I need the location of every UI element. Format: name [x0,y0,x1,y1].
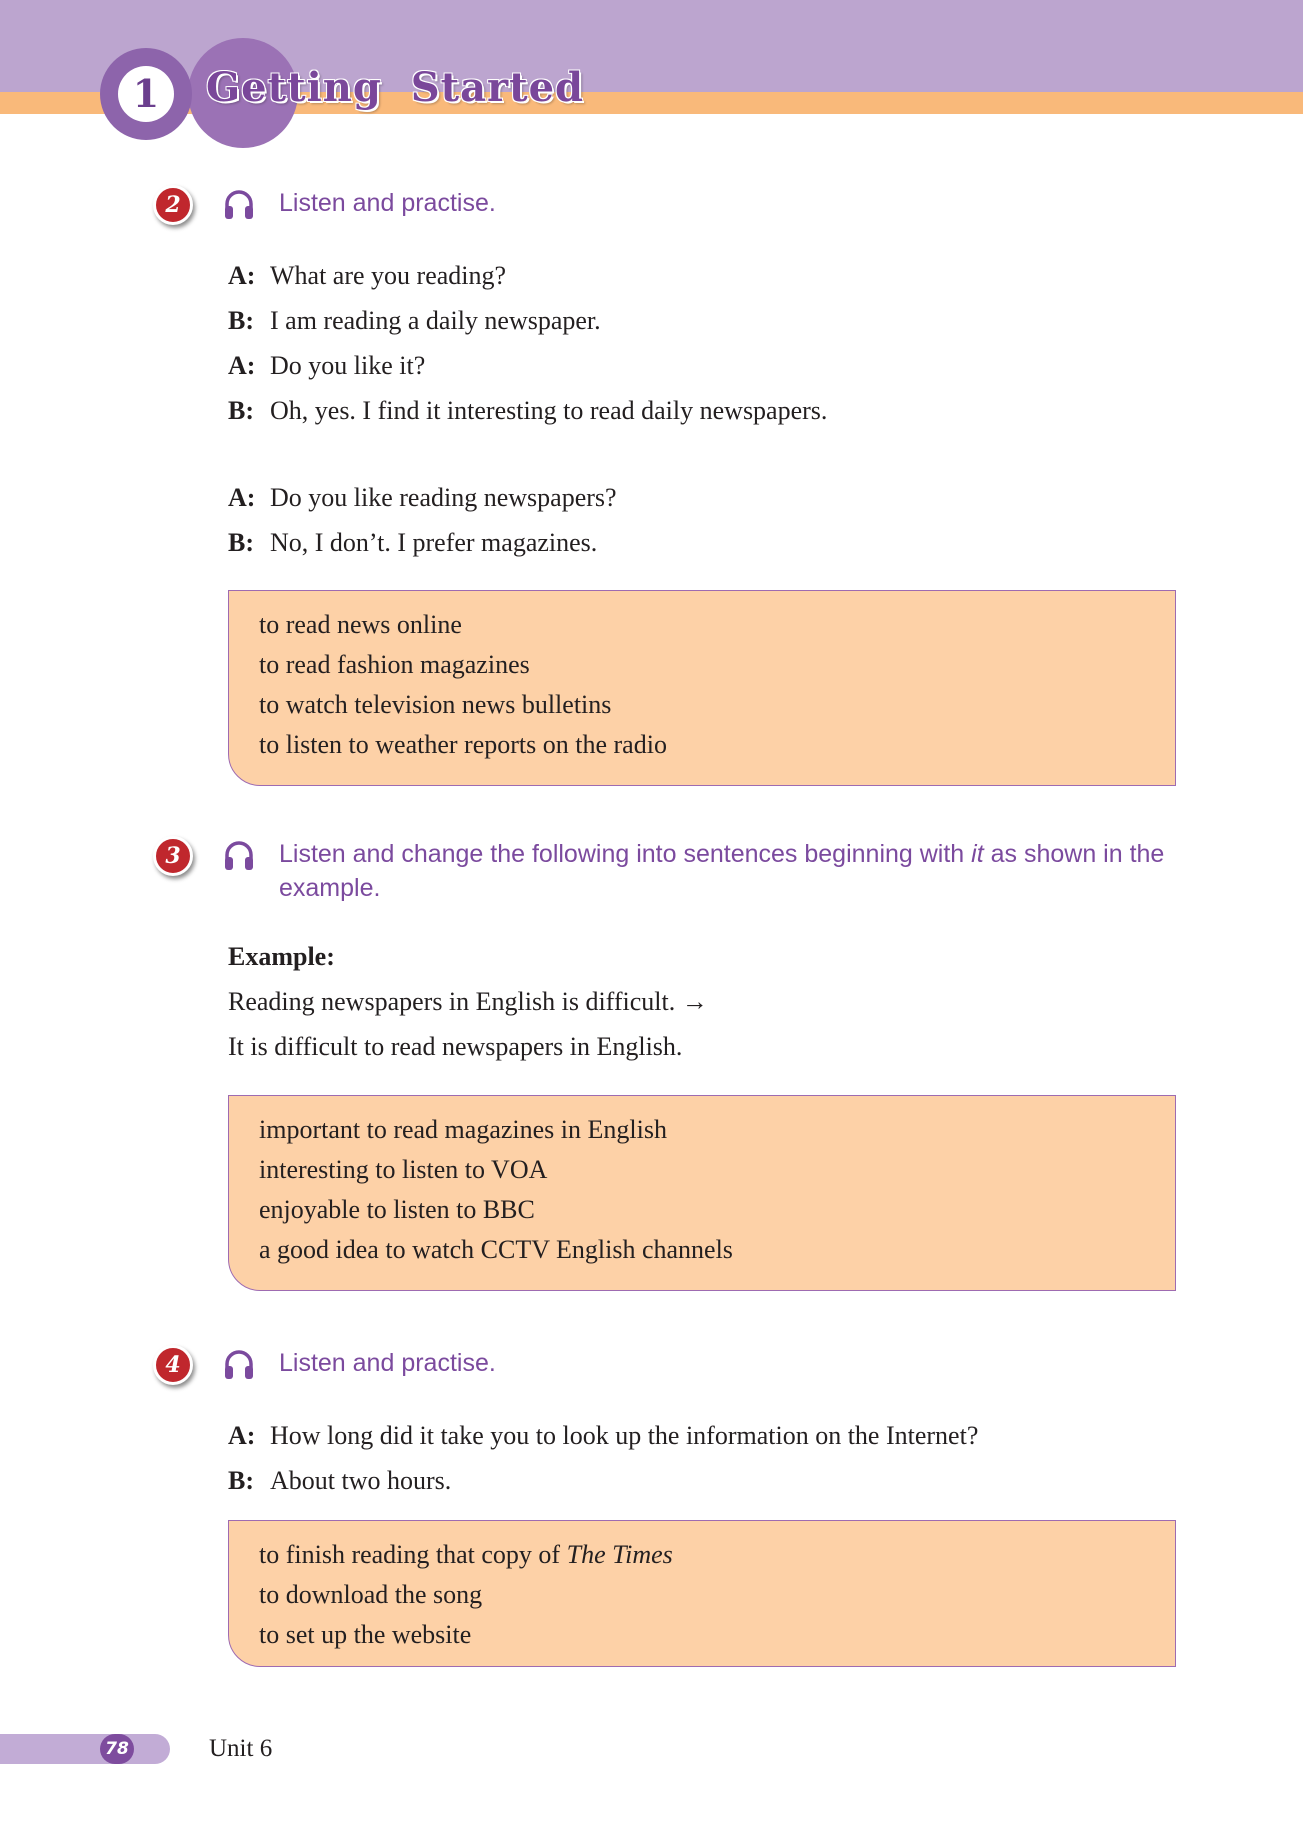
speaker-label: B: [228,1466,254,1495]
instruction-text: Listen and change the following into sentences beginning with [279,840,972,868]
dialog-line [228,304,601,338]
speaker-label: B: [228,396,254,425]
page-number: 78 [100,1734,134,1764]
substitution-text: to download the song [259,1580,483,1609]
headphones-icon [222,188,256,222]
dialog-text: How long did it take you to look up the information on the Internet? [270,1421,979,1450]
task-3-number: 3 [153,836,193,876]
example-line: Reading newspapers in English is difficult. → [228,987,708,1016]
substitution-item: to listen to weather reports on the radio [259,730,667,759]
substitution-item: a good idea to watch CCTV English channels [259,1235,733,1264]
speaker-label: A: [228,483,256,512]
section-badge [100,48,192,140]
dialog-line [228,1419,978,1453]
task-2-number: 2 [153,185,193,225]
dialog-text: What are you reading? [270,261,507,290]
speaker-label: B: [228,528,254,557]
substitution-item: important to read magazines in English [259,1115,667,1144]
dialog-text: Oh, yes. I find it interesting to read daily newspapers. [270,396,828,425]
speaker-label: A: [228,261,256,290]
substitution-text: to finish reading that copy of [259,1540,567,1569]
substitution-item: enjoyable to listen to BBC [259,1195,535,1224]
dialog-text: No, I don’t. I prefer magazines. [270,528,598,557]
instruction-text: as shown in the example. [279,840,1165,902]
substitution-item: to read news online [259,610,462,639]
substitution-item [259,1575,1175,1615]
dialog-line [228,481,617,515]
dialog-line [228,259,506,293]
footer-bar [0,1734,170,1764]
example-label: Example: [228,942,335,971]
substitution-text: to set up the website [259,1620,472,1649]
section-title: Getting Started [206,64,584,111]
unit-label: Unit 6 [209,1735,273,1762]
substitution-item: interesting to listen to VOA [259,1155,548,1184]
substitution-item [259,1615,1175,1655]
dialog-line [228,1464,451,1498]
instruction-keyword: it [971,840,984,868]
substitution-title: The Times [566,1540,673,1569]
example-line: It is difficult to read newspapers in English. [228,1032,683,1061]
substitution-box [228,590,1176,786]
speaker-label: A: [228,1421,256,1450]
task-2-instruction: Listen and practise. [279,189,496,217]
substitution-box [228,1095,1176,1291]
speaker-label: A: [228,351,256,380]
task-3-instruction [279,837,1199,905]
dialog-text: Do you like it? [270,351,426,380]
section-number: 1 [118,66,174,122]
dialog-text: Do you like reading newspapers? [270,483,617,512]
headphones-icon [222,1348,256,1382]
substitution-box [228,1520,1176,1667]
dialog-text: I am reading a daily newspaper. [270,306,601,335]
task-4-number: 4 [153,1345,193,1385]
speaker-label: B: [228,306,254,335]
dialog-line [228,349,425,383]
task-4-instruction: Listen and practise. [279,1349,496,1377]
dialog-line [228,526,597,560]
substitution-item: to watch television news bulletins [259,690,612,719]
headphones-icon [222,839,256,873]
substitution-item [259,1535,1175,1575]
dialog-line [228,394,827,428]
substitution-item: to read fashion magazines [259,650,530,679]
dialog-text: About two hours. [270,1466,452,1495]
